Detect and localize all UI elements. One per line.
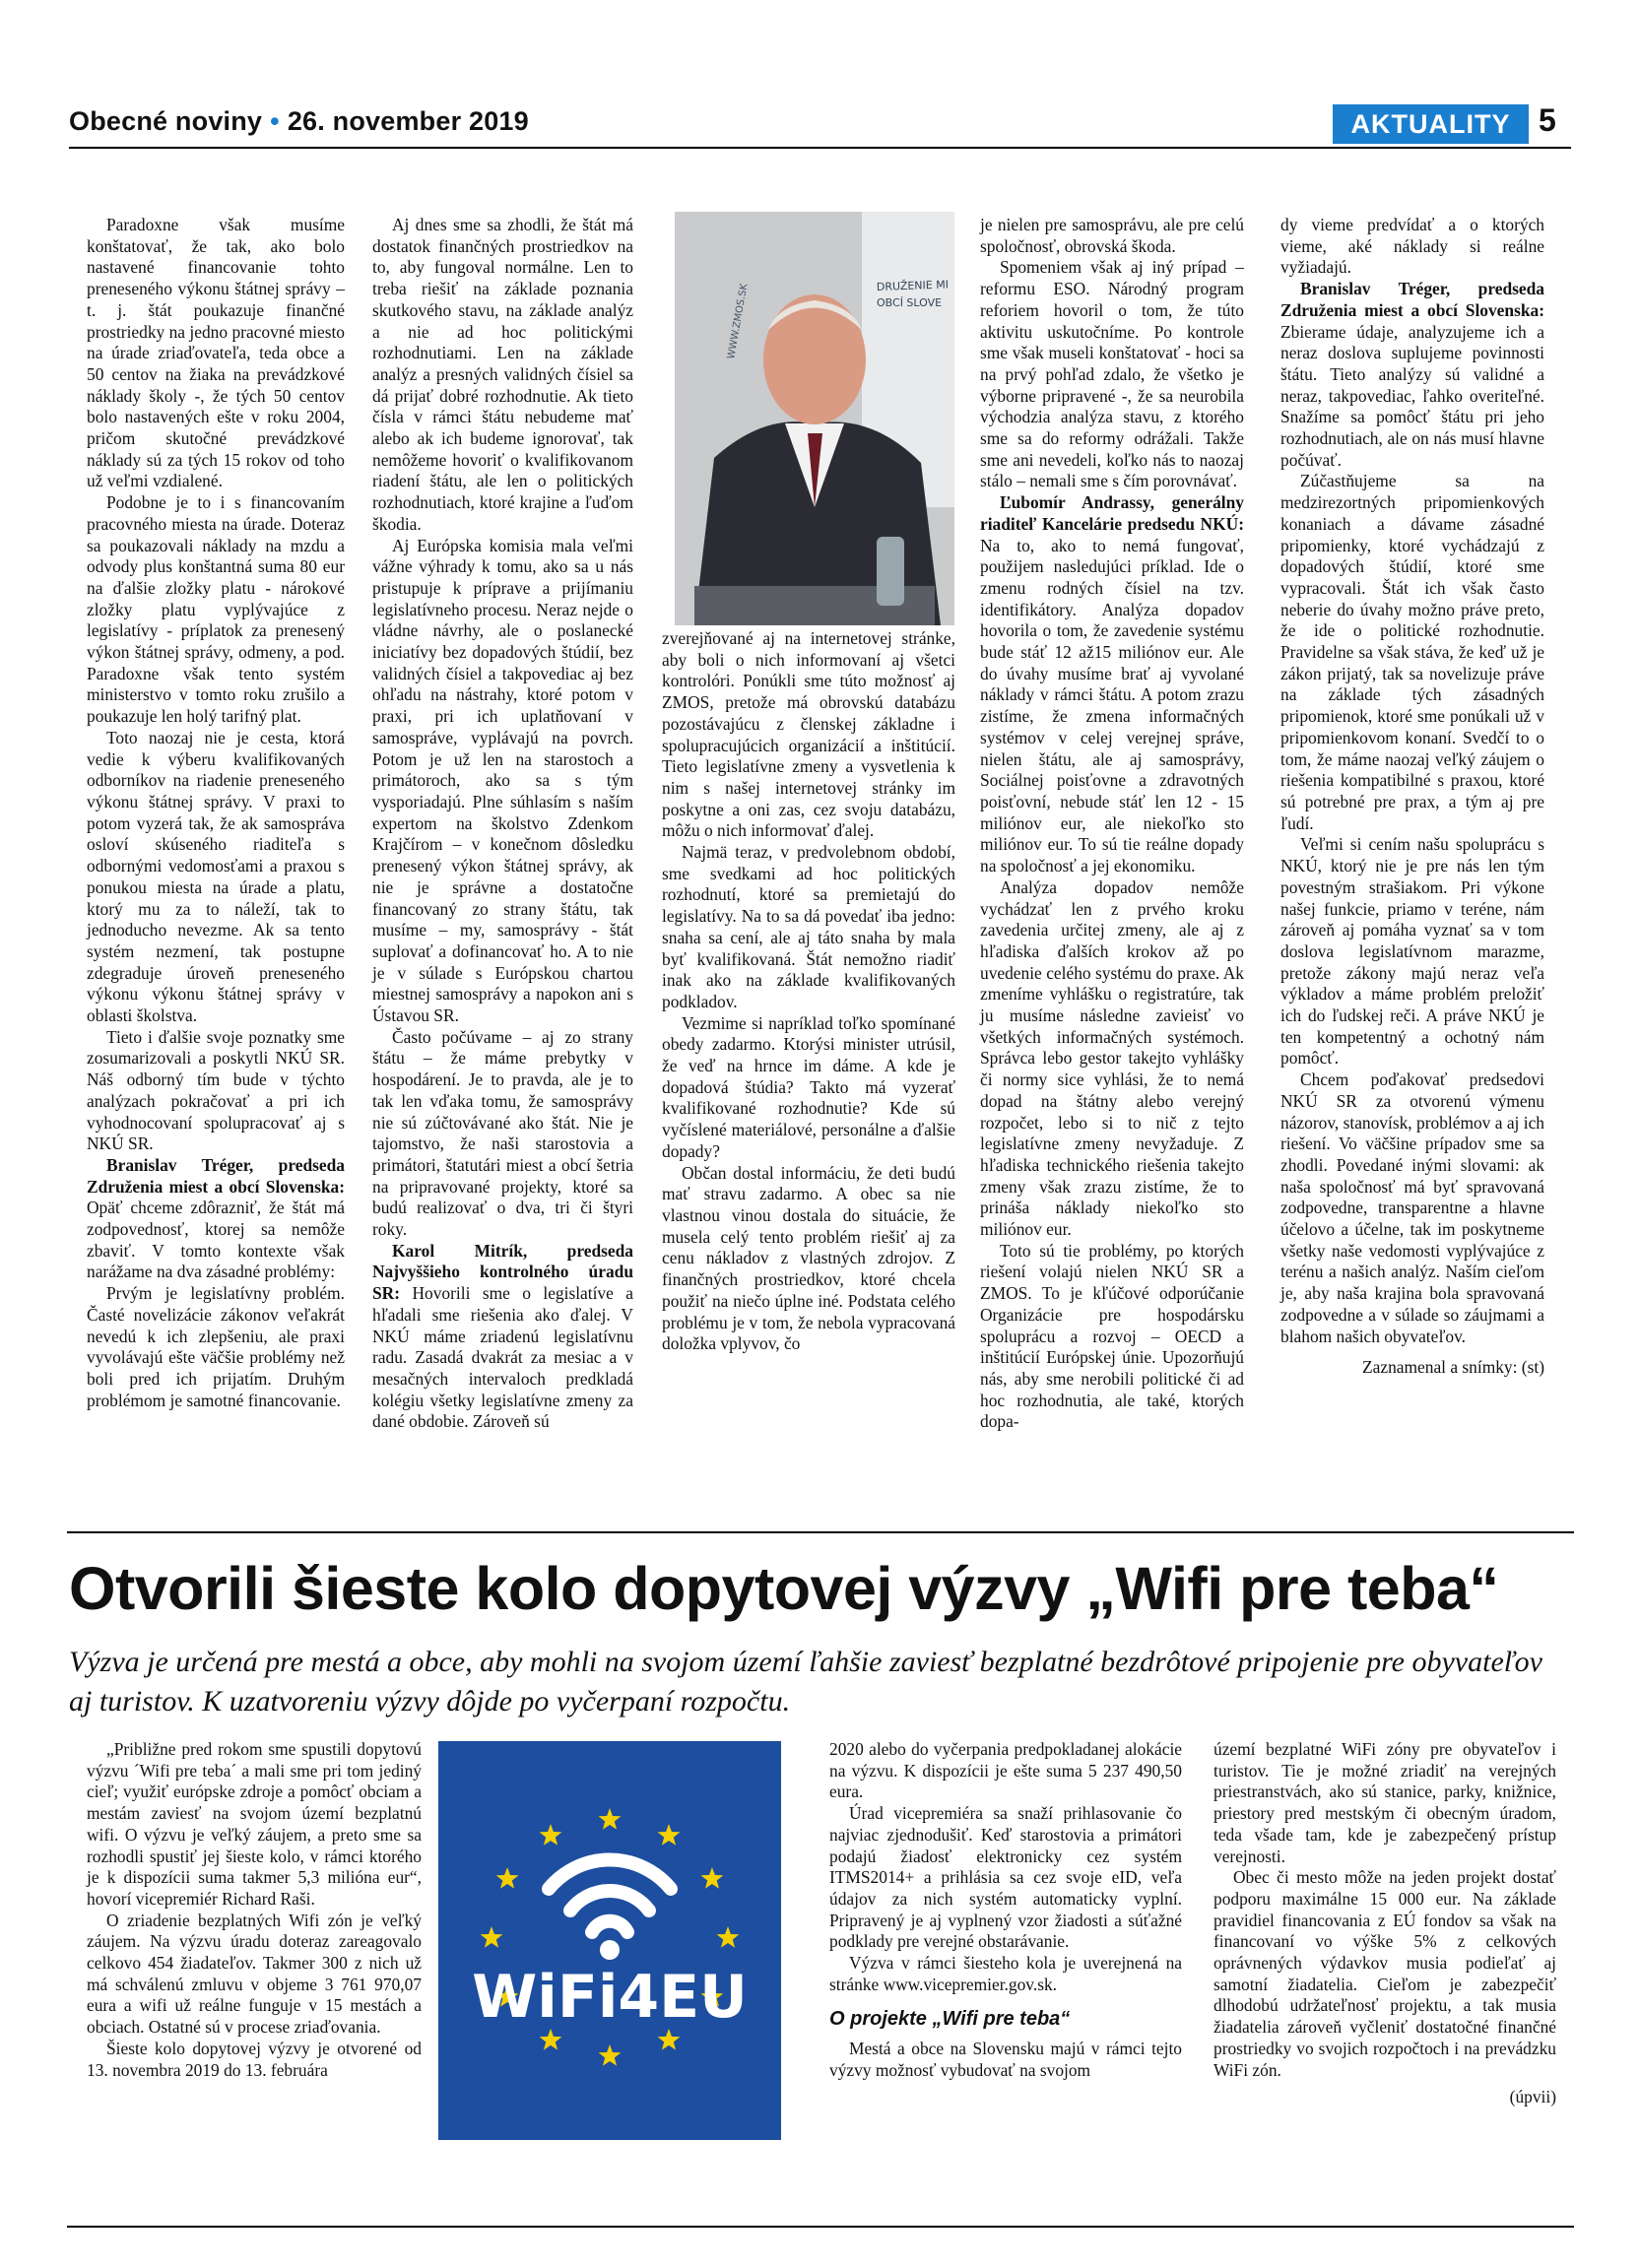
backdrop-text: WWW.ZMOS.SK [726, 283, 751, 360]
article2-column-3 [1214, 1739, 1556, 2108]
paragraph: Výzva v rámci šiesteho kola je uverejnená na stránke www.vicepremier.gov.sk. [829, 1953, 1182, 1994]
article1-column-4 [980, 215, 1244, 1433]
speaker-name: Branislav Tréger, predseda Združenia miest a obcí Slovenska: [87, 1154, 345, 1197]
paragraph: Vezmime si napríklad toľko spomínané obedy zadarmo. Ktorýsi minister utrúsil, že veď na hrnce im dáme. A kde je dopadová štúdia? Takto má vyzerať kvalifikované rozhodnutie? Kde sú vyčíslené materiálové, personálne a ďalšie dopady? [662, 1012, 955, 1161]
article1-column-1 [87, 215, 345, 1411]
subheading: O projekte „Wifi pre teba“ [829, 2008, 1071, 2031]
paragraph: Podobne je to i s financovaním pracovného miesta na úrade. Doteraz sa poukazovali náklady na mzdu a odvody plus konštantná suma 80 eur na ďalšie zložky platu - nárokové zložky platu vyplývajúce z legislatívy - príplatok za prenesený výkon štátnej správy, odmeny, a pod. Paradoxne však tento systém ministerstvo v tomto roku zrušilo a poukazuje len holý tarifný plat. [87, 492, 345, 727]
paragraph: Úrad vicepremiéra sa snaží prihlasovanie čo najviac zjednodušiť. Keď starostovia a primátori podajú žiadosť elektronicky cez systém ITMS2014+ a prihlásia sa cez svoje eID, veľa údajov za nich systém automaticky vyplní. Pripravený je aj vyplnený vzor žiadosti a súťažné podklady pre verejné obstarávanie. [829, 1803, 1182, 1952]
headline: Otvorili šieste kolo dopytovej výzvy „Wifi pre teba“ [69, 1555, 1499, 1622]
article2-column-1 [87, 1739, 422, 2081]
paragraph: Šieste kolo dopytovej výzvy je otvorené od 13. novembra 2019 do 13. februára [87, 2038, 422, 2080]
wifi4eu-logo-graphic [438, 1741, 781, 2140]
backdrop-text: DRUŽENIE MI [876, 278, 950, 293]
lead-paragraph: Výzva je určená pre mestá a obce, aby mohli na svojom území ľahšie zaviesť bezplatné bezdrôtové pripojenie pre obyvateľov aj turistov. K uzatvoreniu výzvy dôjde po vyčerpaní rozpočtu. [69, 1646, 1542, 1717]
paragraph: Spomeniem však aj iný prípad – reformu ESO. Národný program reforiem hovoril o tom, že túto aktivitu uskutočníme. Po kontrole sme však museli konštatovať - hoci sa na prvý pohľad zdalo, že všetko je výborne pripravené -, že sa neurobila východzia analýza stavu, z ktorého sme sa do reformy odrážali. Takže sme ani nevedeli, koľko nás to naozaj stálo – nemali sme s čím porovnávať. [980, 257, 1244, 491]
article1-column-5 [1280, 215, 1544, 1379]
paragraph: dy vieme predvídať a o ktorých vieme, aké náklady si reálne vyžiadajú. [1280, 215, 1544, 278]
speaker-name: Karol Mitrík, predseda Najvyššieho kontrolného úradu SR: [372, 1240, 633, 1304]
paragraph: zverejňované aj na internetovej stránke, aby boli o nich informovaní aj všetci kontrolóri. Ponúkli sme túto možnosť aj ZMOS, pretože má obrovskú databázu pozostávajúcu z členskej základne i spolupracujúcich organizácií a inštitúcií. Tieto legislatívne zmeny a vysvetlenia k nim s našej internetovej stránky im poskytne a oni zas, cez svoju databázu, môžu o nich informovať ďalej. [662, 628, 955, 841]
paragraph: Najmä teraz, v predvolebnom období, sme svedkami ad hoc politických rozhodnutí, ktoré sa premietajú do legislatívy. Na to sa dá povedať iba jedno: snaha sa cení, ale aj táto snaha by mala byť kvalifikovaná. Štát nemožno riadiť inak ako na základe kvalifikovaných podkladov. [662, 842, 955, 1011]
header-rule [69, 147, 1571, 149]
issue-date: 26. november 2019 [287, 106, 529, 136]
article1-column-2 [372, 215, 633, 1433]
footer-rule [67, 2226, 1574, 2228]
article2-column-2 [829, 1739, 1182, 2082]
publication-name: Obecné noviny [69, 106, 263, 136]
byline: (úpvii) [1509, 2087, 1556, 2107]
paragraph: Veľmi si cením našu spoluprácu s NKÚ, ktorý nie je pre nás len tým povestným strašiakom. Pri výkone našej funkcie, priamo v teréne, nám zároveň aj pomáha vyznať sa v tom doslova legislatívnom marazme, pretože zákony majú neraz veľa výkladov a máme problém preložiť ich do ľudskej reči. A práve NKÚ je ten kompetentný a ochotný nám pomôcť. [1280, 834, 1544, 1069]
paragraph: Často počúvame – aj zo strany štátu – že máme prebytky v hospodárení. Je to pravda, ale je to tak len vďaka tomu, že samosprávy nie sú zúčtovávané ako štát. Nie je tajomstvo, že naši starostovia a primátori, štatutári miest a obcí šetria na pripravované projekty, ktoré sa budú realizovať o dva, tri či štyri roky. [372, 1026, 633, 1240]
paragraph: Opäť chceme zdôrazniť, že štát má zodpovednosť, ktorej sa nemôže zbaviť. V tomto kontexte však narážame na dva zásadné problémy: [87, 1198, 345, 1282]
paragraph: Hovorili sme o legislatíve a hľadali sme riešenia ako ďalej. V NKÚ máme zriadenú legislatívnu radu. Zasadá dvakrát za mesiac a v mesačných intervaloch predkladá kolégiu všetky legislatívne zmeny za dané obdobie. Zároveň sú [372, 1283, 633, 1432]
backdrop-text: OBCÍ SLOVE [877, 296, 943, 309]
paragraph: Zúčastňujeme sa na medzirezortných pripomienkových konaniach a dávame zásadné pripomienky, ktoré vychádzajú z dopadových štúdií, ktoré sme vypracovali. Štát ich však často neberie do úvahy možno práve preto, že ide o politické rozhodnutie. Pravidelne sa však stáva, že keď už je zákon prijatý, tak sa novelizuje práve na základe tých zásadných pripomienok, ktoré sme ponúkali už v pripomienkovom konaní. Svedčí to o tom, že máme naozaj veľký záujem o riešenia kompatibilné s praxou, ktoré sú potrebné pre prax, a tým aj pre ľudí. [1280, 471, 1544, 833]
logo-text: WiFi4EU [472, 1963, 748, 2032]
speaker-name: Branislav Tréger, predseda Združenia miest a obcí Slovenska: [1280, 279, 1544, 320]
portrait-image [675, 212, 954, 625]
paragraph: Aj dnes sme sa zhodli, že štát má dostatok finančných prostriedkov na to, aby fungoval normálne. Len to treba riešiť na základe poznania skutkového stavu, na základe analýz a nie ad hoc politickými rozhodnutiami. Len na základe analýz a presných validných čísiel sa dá prijať dobré rozhodnutie. Ak tieto čísla v rámci štátu nebudeme mať alebo ak ich budeme ignorovať, tak nemôžeme hovoriť o kvalifikovanom riadení štátu, ale len o politických rozhodnutiach, ktoré krajine a ľuďom škodia. [372, 215, 633, 534]
paragraph: O zriadenie bezplatných Wifi zón je veľký záujem. Na výzvu úradu doteraz zareagovalo celkovo 454 žiadateľov. Takmer 300 z nich už má schválenú zmluvu v objeme 3 761 970,07 eura a wifi už reálne funguje v 15 mestách a obciach. Ostatné sú v procese zriaďovania. [87, 1910, 422, 2038]
paragraph: Tieto i ďalšie svoje poznatky sme zosumarizovali a poskytli NKÚ SR. Náš odborný tím bude v týchto analýzach pokračovať a pri ich vyhodnocovaní spolupracovať aj s NKÚ SR. [87, 1026, 345, 1154]
byline: Zaznamenal a snímky: (st) [1362, 1357, 1544, 1378]
masthead [69, 106, 529, 137]
paragraph: Chcem poďakovať predsedovi NKÚ SR za otvorenú výmenu názorov, stanovísk, problémov a aj ich riešení. Vo väčšine prípadov sme sa zhodli. Povedané inými slovami: ak naša spoločnosť má byť spravovaná zodpovedne, transparentne a hlavne účelovo a účelne, tak im poskytneme všetky naše vedomosti vyplývajúce z terénu a našich analýz. Naším cieľom je, aby naša krajina bola spravovaná zodpovedne a v súlade so záujmami a blahom našich obyvateľov. [1280, 1069, 1544, 1346]
paragraph: území bezplatné WiFi zóny pre obyvateľov i turistov. Tie je možné zriadiť na verejných priestranstvách, ako sú stanice, parky, knižnice, priestory pred mestským či obecným úradom, teda všade tam, kde je zabezpečený prístup verejnosti. [1214, 1739, 1556, 1866]
page-number: 5 [1539, 102, 1556, 138]
paragraph: je nielen pre samosprávu, ale pre celú spoločnosť, obrovská škoda. [980, 215, 1244, 256]
paragraph: Na to, ako to nemá fungovať, použijem nasledujúci príklad. Ide o zmenu rodných čísiel na tzv. identifikátory. Analýza dopadov hovorila o tom, že zavedenie systému bude stáť 12 až15 miliónov eur. Ale do úvahy musíme brať aj vyvolané náklady v rámci štátu. A potom zrazu zistíme, že zmena informačných systémov v celej verejnej správe, nielen štátu, ale aj samosprávy, Sociálnej poisťovne a zdravotných poisťovní, nebude stáť len 12 - 15 miliónov eur, ale niekoľko sto miliónov eur. To sú tie reálne dopady na spoločnosť a jej ekonomiku. [980, 535, 1244, 876]
wifi4eu-logo [438, 1741, 781, 2140]
paragraph: Mestá a obce na Slovensku majú v rámci tejto výzvy možnosť vybudovať na svojom [829, 2039, 1182, 2080]
paragraph: Toto sú tie problémy, po ktorých riešení volajú nielen NKÚ SR a ZMOS. To je kľúčové odporúčanie Organizácie pre hospodársku spoluprácu a rozvoj – OECD a inštitúcií Európskej únie. Upozorňujú nás, aby sme nerobili politické či ad hoc rozhodnutia, ale také, ktorých dopa- [980, 1240, 1244, 1432]
paragraph: Aj Európska komisia mala veľmi vážne výhrady k tomu, ako sa u nás pristupuje k príprave a prijímaniu legislatívneho procesu. Neraz nejde o vládne návrhy, ale o poslanecké iniciatívy bez dopadových štúdií, bez validných čísiel a takpovediac aj bez ohľadu na nástrahy, ktoré potom v praxi, pri ich uplatňovaní v samospráve, vyplávajú na povrch. Potom je už len na starostoch a primátoroch, ako sa s tým vysporiadajú. Plne súhlasím s naším expertom na školstvo Zdenkom Krajčírom – v konečnom dôsledku prenesený výkon štátnej správy, ak nie je správne a dostatočne financovaný zo strany štátu, tak musíme – my, samosprávy - štát suplovať a dofinancovať ho. A to nie je v súlade s Európskou chartou miestnej samosprávy a napokon ani s Ústavou SR. [372, 535, 633, 1026]
paragraph: Paradoxne však musíme konštatovať, že tak, ako bolo nastavené financovanie tohto preneseného výkonu štátnej správy – t. j. štát poukazuje finančné prostriedky na jedno pracovné miesto na úrade zriaďovateľa, teda obce a 50 centov na žiaka na prevádzkové náklady školy -, že tých 50 centov bolo nastavených ešte v roku 2004, pričom skutočné prevádzkové náklady sú za tých 15 rokov od toho už veľmi vzdialené. [87, 215, 345, 491]
article1-column-3 [662, 628, 955, 1355]
paragraph: Obec či mesto môže na jeden projekt dostať podporu maximálne 15 000 eur. Na základe pravidiel financovania z EÚ fondov sa však na financovaní vo výške 5% z celkových oprávnených výdavkov musia podieľať aj samotní žiadatelia. Cieľom je zabezpečiť dlhodobú udržateľnosť projektu, a tak musia žiadatelia zároveň vyčleniť dostatočné finančné prostriedky vo svojich rozpočtoch i na prevádzku WiFi zón. [1214, 1867, 1556, 2080]
paragraph: Občan dostal informáciu, že deti budú mať stravu zadarmo. A obec sa nie vlastnou vinou dostala do situácie, že musela celý tento problém riešiť aj za cenu nákladov z vlastných zdrojov. Z finančných prostriedkov, ktoré chcela použiť na niečo úplne iné. Podstata celého problému je v tom, že nebola vypracovaná doložka vplyvov, čo [662, 1162, 955, 1354]
paragraph: Analýza dopadov nemôže vychádzať len z prvého kroku zavedenia určitej zmeny, ale aj z hľadiska ďalších krokov až po uvedenie celého systému do praxe. Ak zmeníme vyhlášku o registratúre, tak ju musíme následne zavieisť vo všetkých informačných systémoch. Správca lebo gestor takejto vyhlášky či normy sice vyhlási, že to nemá dopad na štátny alebo verejný rozpočet, lebo si to nič z tejto legislatívne zmeny nevyžaduje. Z hľadiska technického riešenia takejto zmeny však zrazu zistíme, že to prináša náklady niekoľko sto miliónov eur. [980, 876, 1244, 1240]
speaker-name: Ľubomír Andrassy, generálny riaditeľ Kancelárie predsedu NKÚ: [980, 492, 1244, 534]
paragraph: 2020 alebo do vyčerpania predpokladanej alokácie na výzvu. K dispozícii je ešte suma 5 237 490,50 eura. [829, 1739, 1182, 1802]
section-tag: AKTUALITY [1333, 104, 1529, 144]
paragraph: Prvým je legislatívny problém. Časté novelizácie zákonov veľakrát nevedú k ich zlepšeniu, ale praxi vyvolávajú ešte väčšie problémy než boli pred ich prijatím. Druhým problémom je samotné financovanie. [87, 1283, 345, 1410]
paragraph: Toto naozaj nie je cesta, ktorá vedie k výberu kvalifikovaných odborníkov na riadenie preneseného výkonu štátnej správy. V praxi to potom vyzerá tak, že ak samospráva osloví skúseného riaditeľa s odbornými vedomosťami a praxou s ponukou miesta na úrade a platu, ktorý mu za to náleží, tak to jednoducho nevezme. Ak sa tento systém nezmení, tak postupne zdegraduje úroveň preneseného výkonu výkonu štátnej správy v oblasti školstva. [87, 727, 345, 1026]
paragraph: Zbierame údaje, analyzujeme ich a neraz doslova suplujeme povinnosti štátu. Tieto analýzy sú validné a neraz, takpovediac, ľahko overiteľné. Snažíme sa pomôcť štátu pri jeho rozhodnutiach, ale on nás musí hlavne počúvať. [1280, 321, 1544, 470]
portrait-photo [675, 212, 954, 625]
article-divider [67, 1531, 1574, 1533]
paragraph: „Približne pred rokom sme spustili dopytovú výzvu ´Wifi pre teba´ a mali sme pri tom jediný cieľ; využiť európske zdroje a pomôcť obciam a mestám zaviesť na svojom území bezplatnú wifi. O výzvu je veľký záujem, a preto sme sa rozhodli spustiť jej šieste kolo, v rámci ktorého je k dispozícii suma takmer 5,3 milióna eur“, hovorí vicepremiér Richard Raši. [87, 1739, 422, 1909]
separator-dot: • [270, 106, 280, 136]
